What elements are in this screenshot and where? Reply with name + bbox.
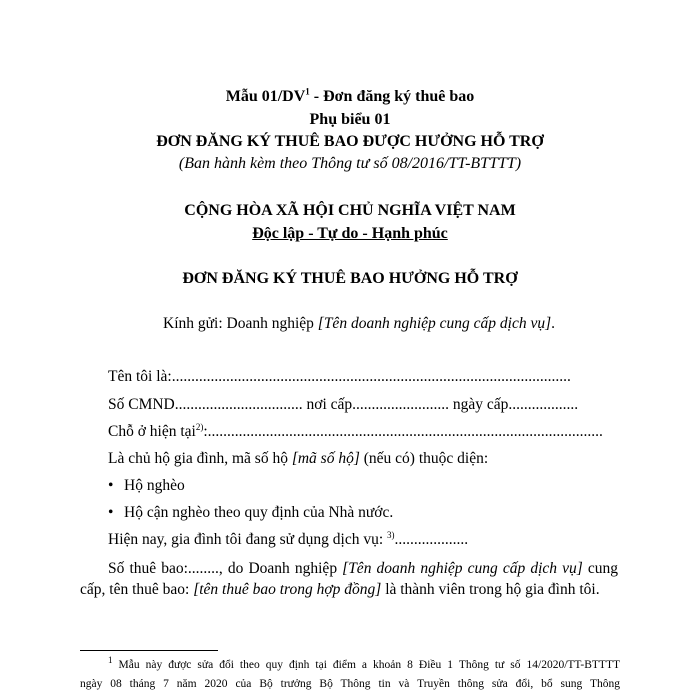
issued-by-note: (Ban hành kèm theo Thông tư số 08/2016/TT-BTTTT)	[178, 155, 522, 172]
footnote-line-1	[108, 657, 620, 674]
id-field: Số CMND................................. nơi cấp......................... ngày cấp..................	[108, 396, 579, 413]
footnote-line-2: ngày 08 tháng 7 năm 2020 của Bộ trưởng Bộ Thông tin và Truyền thông sửa đổi, bổ sung Thông	[80, 678, 620, 690]
form-title	[0, 88, 700, 106]
salutation-suffix: .	[551, 315, 555, 332]
footnote-marker: 1	[108, 655, 113, 666]
service-footnote-ref: 3)	[387, 529, 395, 540]
salutation	[163, 315, 555, 333]
nation-heading: CỘNG HÒA XÃ HỘI CHỦ NGHĨA VIỆT NAM	[184, 202, 516, 219]
main-title: ĐƠN ĐĂNG KÝ THUÊ BAO ĐƯỢC HƯỞNG HỖ TRỢ	[156, 133, 544, 150]
subscriber-paragraph	[80, 558, 618, 600]
bullet-near-poor-household	[108, 504, 393, 522]
subscriber-company-placeholder: [Tên doanh nghiệp cung cấp dịch vụ]	[342, 560, 583, 577]
footnote-separator	[80, 650, 218, 651]
subscriber-name-placeholder: [tên thuê bao trong hợp đồng]	[193, 581, 382, 598]
residence-field	[108, 423, 603, 441]
service-line	[108, 531, 468, 549]
residence-footnote-ref: 2)	[195, 421, 204, 432]
subscriber-number-label: Số thuê bao:........, do Doanh nghiệp	[108, 560, 343, 577]
household-label: Là chủ hộ gia đình, mã số hộ	[108, 450, 292, 467]
national-motto: Độc lập - Tự do - Hạnh phúc	[252, 225, 448, 242]
form-heading: ĐƠN ĐĂNG KÝ THUÊ BAO HƯỞNG HỖ TRỢ	[182, 270, 518, 287]
bullet-icon: •	[108, 504, 114, 521]
form-title-text: - Đơn đăng ký thuê bao	[309, 88, 475, 105]
service-label: Hiện nay, gia đình tôi đang sử dụng dịch vụ:	[108, 531, 388, 548]
household-code-placeholder: [mã số hộ]	[291, 450, 360, 467]
bullet-icon: •	[108, 477, 114, 494]
bullet-near-poor-label: Hộ cận nghèo theo quy định của Nhà nước.	[124, 504, 394, 521]
salutation-prefix: Kính gửi: Doanh nghiệp	[163, 315, 318, 332]
service-dots: ...................	[394, 531, 469, 548]
form-title-footnote-ref: 1	[305, 86, 310, 97]
subscriber-paragraph-end: là thành viên trong hộ gia đình tôi.	[381, 581, 600, 598]
form-title-code: Mẫu 01/DV	[225, 88, 306, 105]
household-line	[108, 450, 488, 468]
footnote-text-1: Mẫu này được sửa đổi theo quy định tại điểm a khoản 8 Điều 1 Thông tư số 14/2020/TT-BTTTT	[112, 659, 620, 671]
subscriber-name-label: cung cấp, tên thuê bao:	[80, 560, 618, 598]
name-field: Tên tôi là:.......................................................................................................	[108, 368, 571, 385]
residence-dots: :......................................................................................................	[203, 423, 603, 440]
bullet-poor-household	[108, 477, 185, 495]
household-suffix: (nếu có) thuộc diện:	[359, 450, 489, 467]
residence-label: Chỗ ở hiện tại	[108, 423, 196, 440]
salutation-company-placeholder: [Tên doanh nghiệp cung cấp dịch vụ]	[317, 315, 552, 332]
appendix-label: Phụ biểu 01	[309, 111, 391, 128]
bullet-poor-label: Hộ nghèo	[124, 477, 185, 494]
